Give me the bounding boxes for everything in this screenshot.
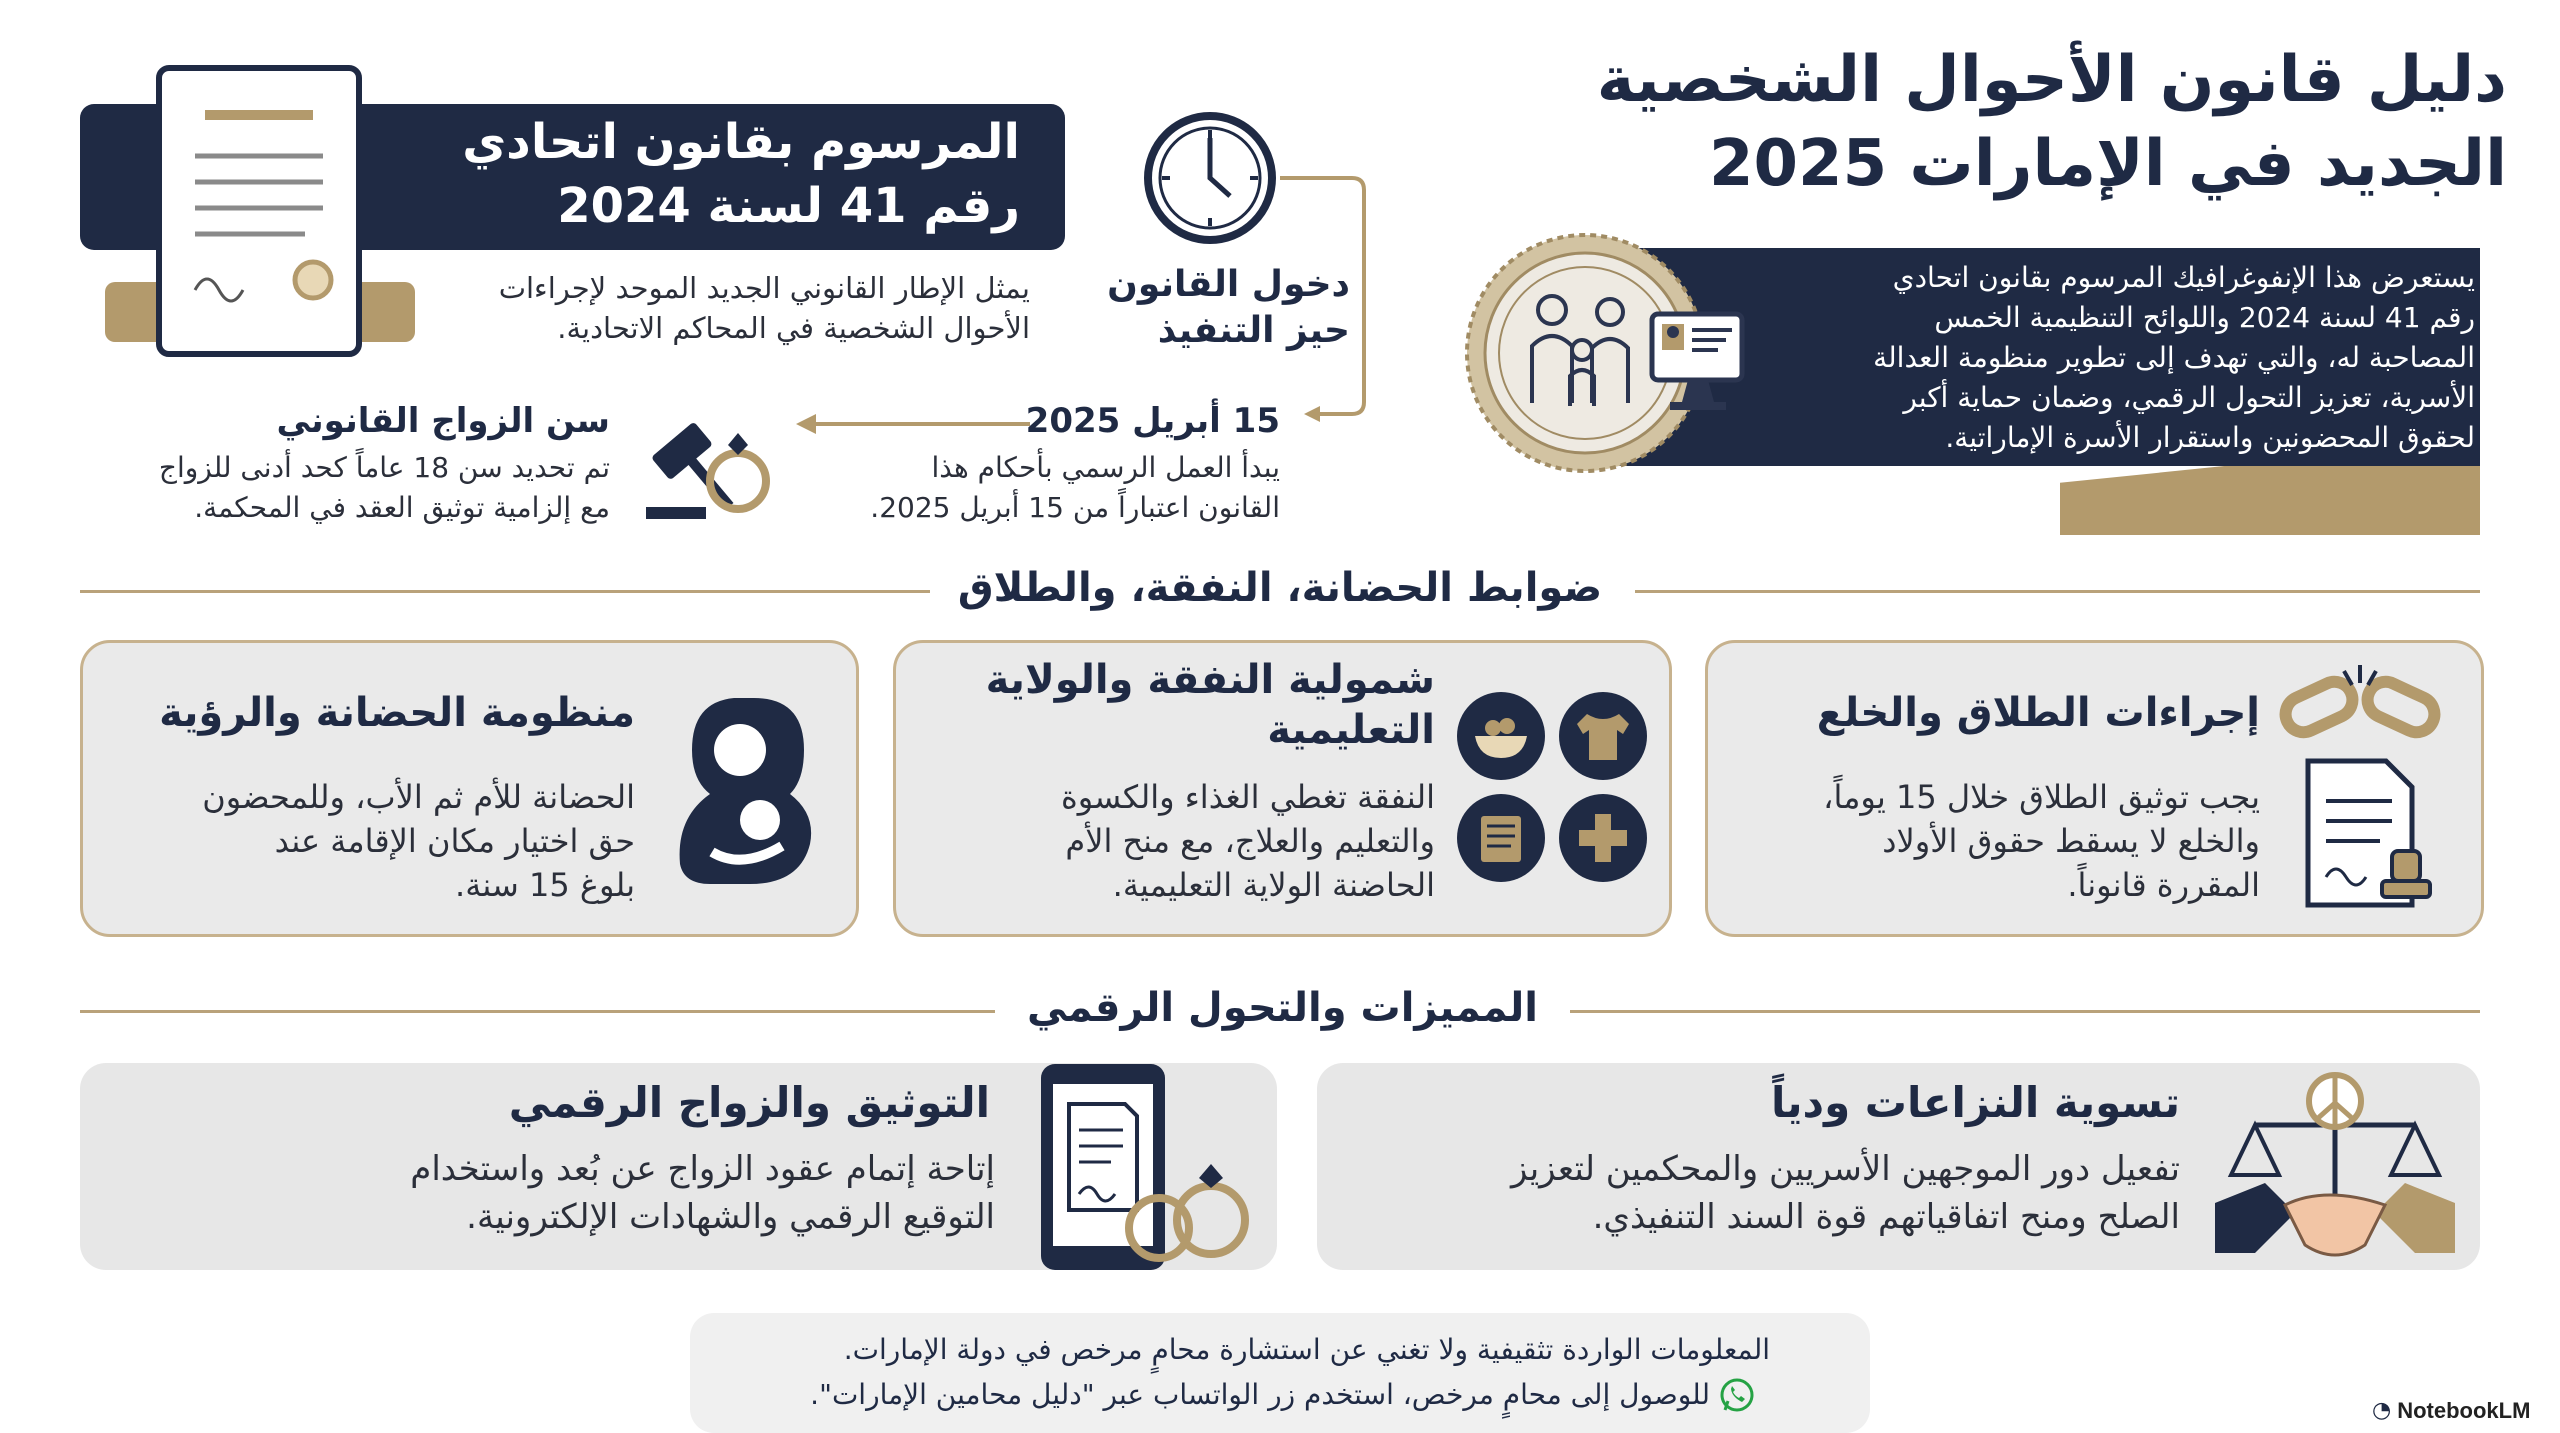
section1-title: ضوابط الحضانة، النفقة، والطلاق (940, 564, 1620, 612)
footer-line1: المعلومات الواردة تثقيفية ولا تغني عن استشارة محامٍ مرخص في دولة الإمارات. (843, 1333, 1770, 1366)
entry-into-force-label: دخول القانون حيز التنفيذ (1107, 264, 1350, 351)
footer-line2: للوصول إلى محامٍ مرخص، استخدم زر الواتساب عبر "دليل محامين الإمارات". (810, 1378, 1710, 1411)
card-digital-title: التوثيق والزواج الرقمي (508, 1078, 990, 1127)
section2-divider-left (80, 1010, 995, 1013)
april-description: يبدأ العمل الرسمي بأحكام هذا القانون اعتباراً من 15 أبريل 2025. (870, 451, 1280, 524)
clock-icon (1140, 108, 1280, 248)
broken-chain-icon (2270, 655, 2450, 755)
section1-divider-left (80, 590, 930, 593)
card-digital-text: إتاحة إتمام عقود الزواج عن بُعد واستخدام التوقيع الرقمي والشهادات الإلكترونية. (410, 1149, 995, 1237)
notebooklm-logo-icon: ◔ (2372, 1398, 2392, 1423)
card-custody-title: منظومة الحضانة والرؤية (159, 690, 635, 736)
gavel-ring-icon (638, 405, 778, 525)
marriage-age-title: سن الزواج القانوني (276, 401, 610, 441)
phone-contract-rings-icon (1035, 1060, 1265, 1275)
card-divorce-title: إجراءات الطلاق والخلع (1816, 690, 2260, 736)
card-dispute-text: تفعيل دور الموجهين الأسريين والمحكمين لتعزيز الصلح ومنح اتفاقياتهم قوة السند التنفيذي. (1510, 1149, 2180, 1237)
computer-profile-icon (1648, 308, 1748, 418)
section2-title: المميزات والتحول الرقمي (1005, 984, 1560, 1032)
page-title-line2: الجديد في الإمارات 2025 (1708, 127, 2507, 201)
book-icon (1455, 792, 1547, 884)
section1-divider-right (1635, 590, 2480, 593)
section2-divider-right (1570, 1010, 2480, 1013)
card-alimony-text: النفقة تغطي الغذاء والكسوة والتعليم والعلاج، مع منح الأم الحاضنة الولاية التعليمية. (1060, 778, 1435, 904)
notebooklm-brand: ◔ NotebookLM (2372, 1398, 2531, 1423)
card-alimony-title: شمولية النفقة والولاية التعليمية (985, 657, 1435, 753)
decree-title: المرسوم بقانون اتحادي رقم 41 لسنة 2024 (462, 114, 1020, 234)
april-title: 15 أبريل 2025 (1025, 401, 1280, 441)
handshake-scales-icon (2215, 1063, 2455, 1273)
marriage-age-description: تم تحديد سن 18 عاماً كحد أدنى للزواج مع إلزامية توثيق العقد في المحكمة. (158, 451, 610, 524)
page-title (1507, 38, 2507, 206)
scroll-document-icon (95, 62, 425, 362)
card-divorce-text: يجب توثيق الطلاق خلال 15 يوماً، والخلع لا يسقط حقوق الأولاد المقررة قانوناً. (1823, 778, 2260, 904)
card-dispute-title: تسوية النزاعات ودياً (1770, 1078, 2180, 1127)
card-custody-text: الحضانة للأم ثم الأب، وللمحضون حق اختيار مكان الإقامة عند بلوغ 15 سنة. (202, 778, 635, 904)
food-bowl-icon (1455, 690, 1547, 782)
page-title-line1: دليل قانون الأحوال الشخصية (1596, 43, 2507, 117)
decree-description: يمثل الإطار القانوني الجديد الموحد لإجراءات الأحوال الشخصية في المحاكم الاتحادية. (498, 271, 1030, 345)
shirt-icon (1557, 690, 1649, 782)
stamped-document-icon (2300, 755, 2450, 915)
medical-cross-icon (1557, 792, 1649, 884)
intro-text: يستعرض هذا الإنفوغرافيك المرسوم بقانون اتحادي رقم 41 لسنة 2024 واللوائح التنظيمية الخمس المصاحبة له، والتي تهدف إلى تطوير منظومة العدالة الأسرية، تعزيز التحول الرقمي، وضمان حماية أكبر لحقوق المحضونين واستقرار الأسرة الإماراتية. (1873, 261, 2475, 454)
whatsapp-icon[interactable] (1718, 1376, 1756, 1414)
mother-child-icon (672, 692, 822, 887)
